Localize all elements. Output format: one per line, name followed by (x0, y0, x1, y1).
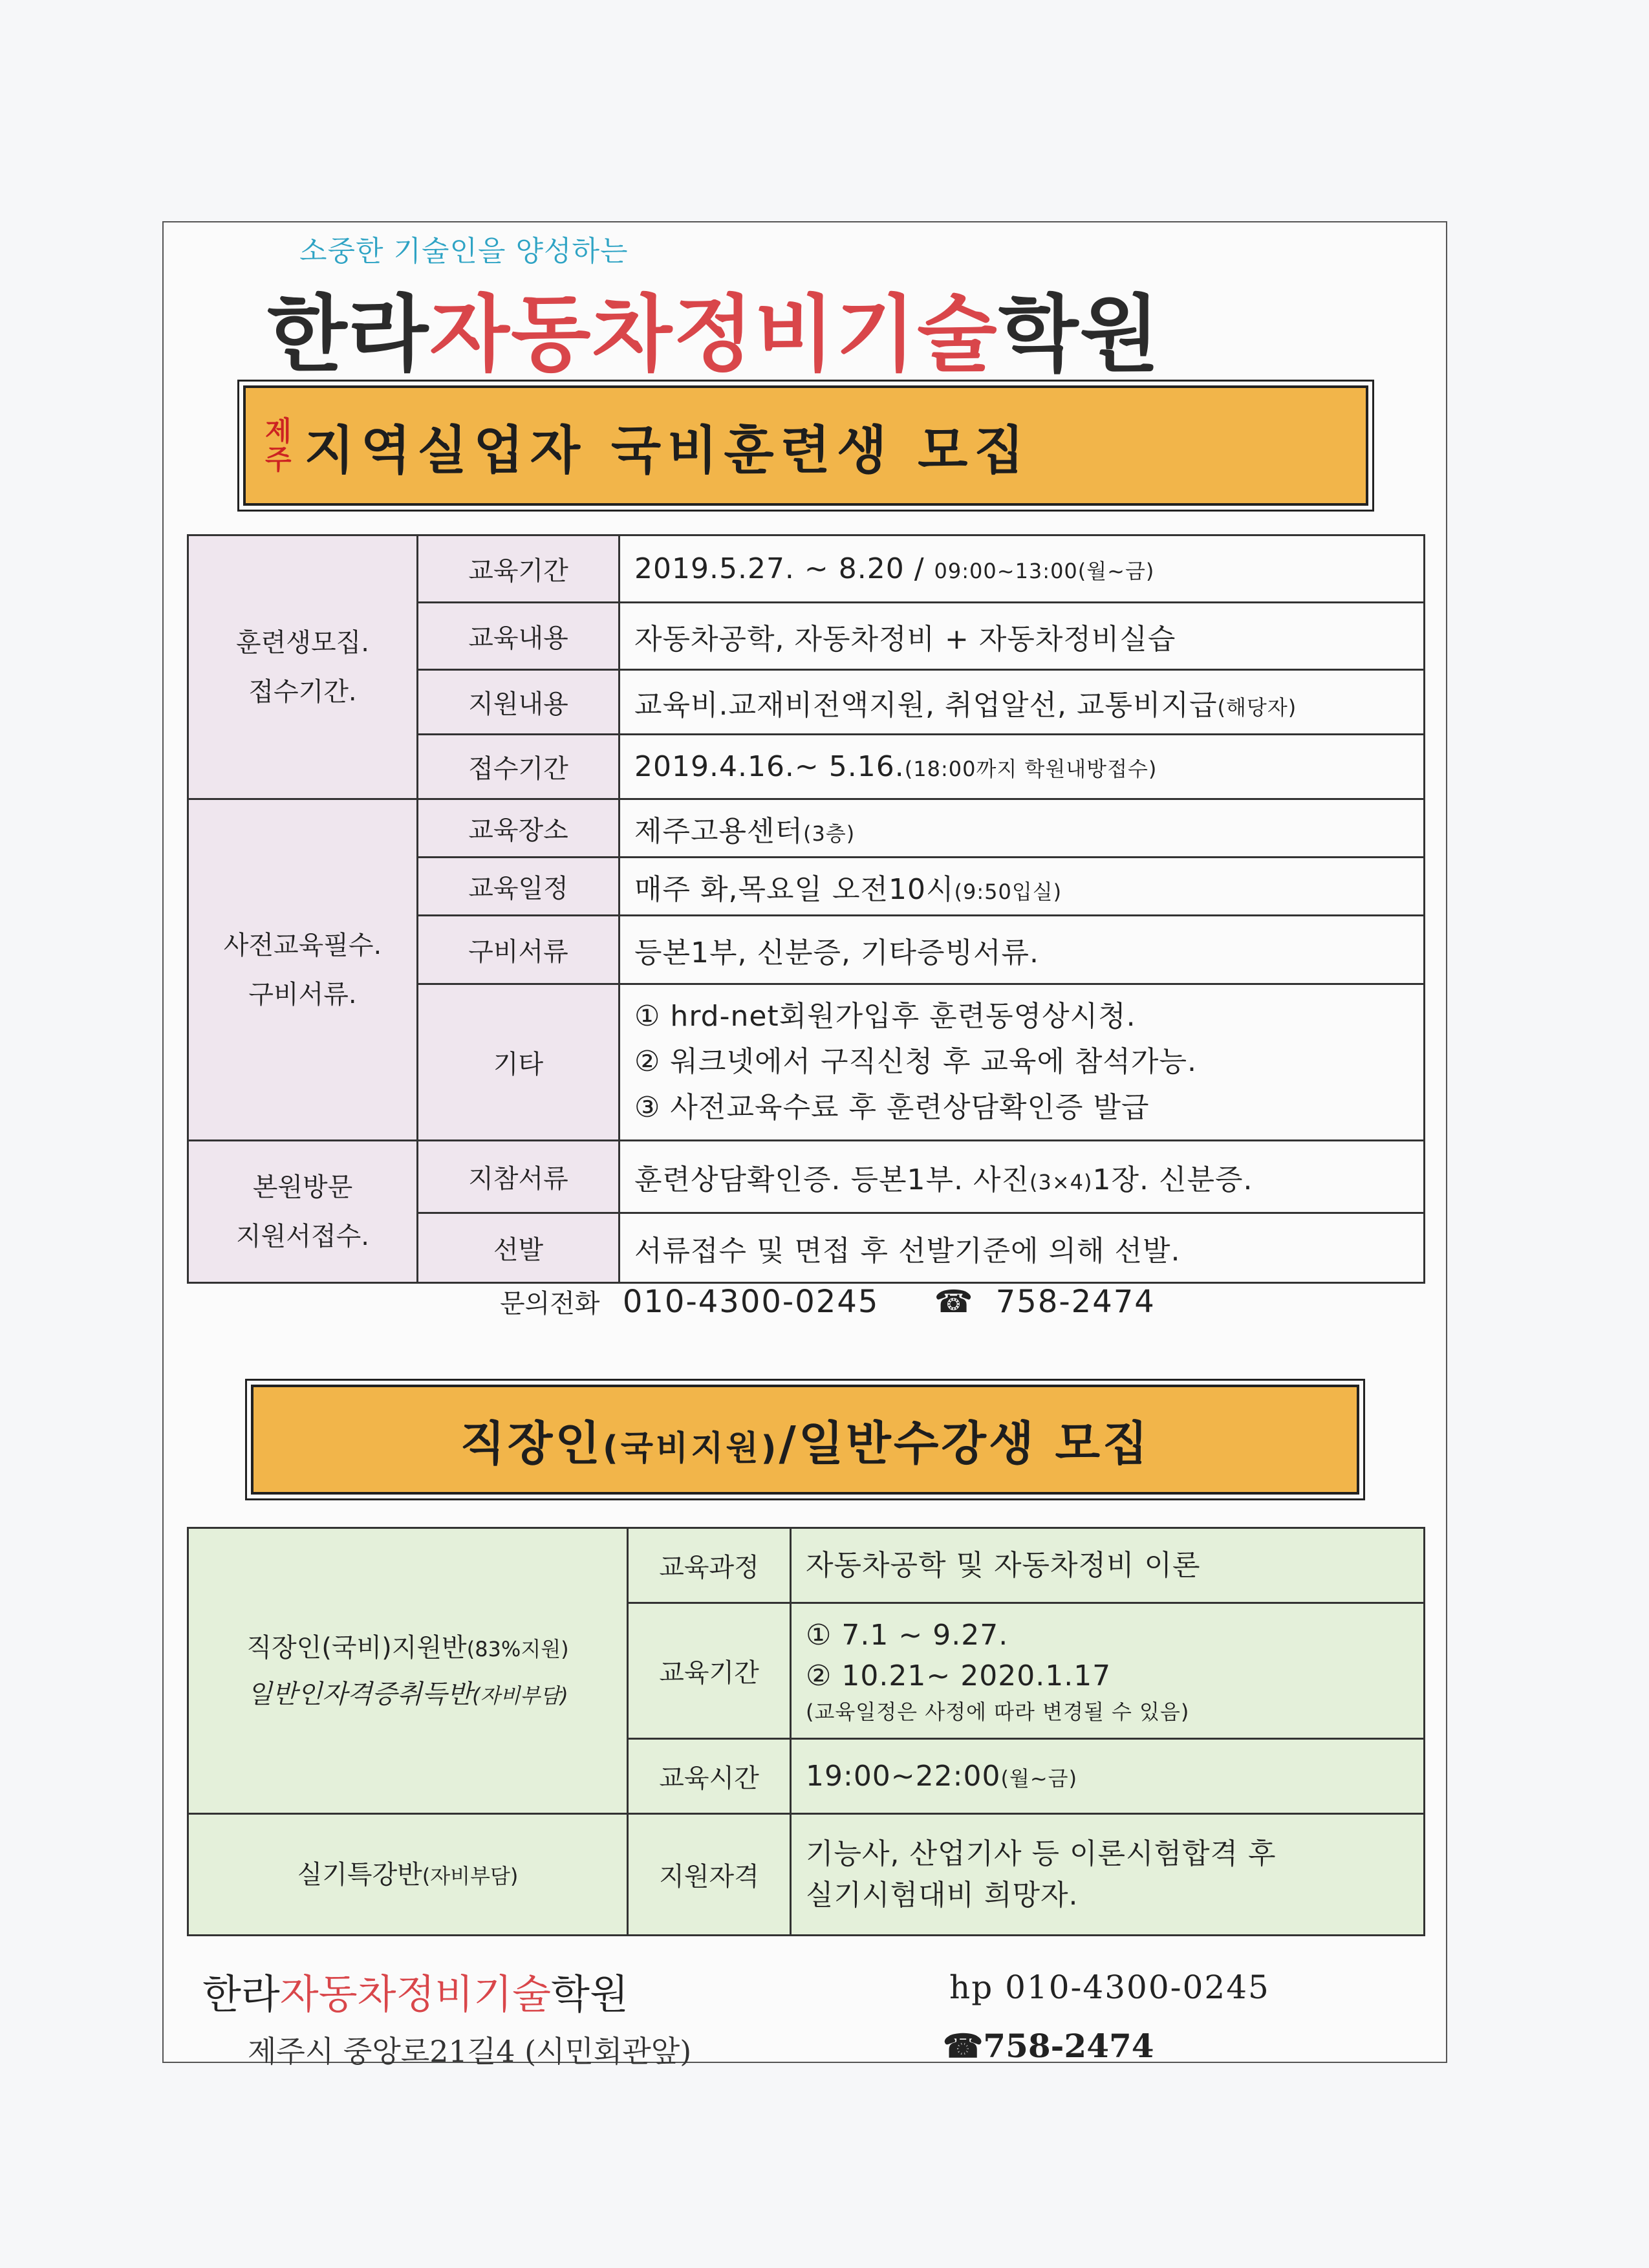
value-text: 제주고용센터 (634, 814, 804, 848)
row-label: 지원자격 (628, 1814, 791, 1936)
banner-region-label (265, 417, 292, 474)
footer-name3: 학원 (551, 1971, 629, 2018)
value-note: (월~금) (1000, 1766, 1078, 1791)
line-text: 실기특강반 (297, 1859, 422, 1890)
academy-title (267, 268, 1161, 387)
group2-line1: 사전교육필수. (223, 930, 382, 960)
group-practical-label (188, 1814, 628, 1936)
line-note: (자비부담) (472, 1683, 568, 1708)
row-value: 자동차공학 및 자동차정비 이론 (791, 1528, 1425, 1603)
period-line: ② 10.21~ 2020.1.17 (806, 1659, 1112, 1693)
banner-unemployed-recruit (243, 385, 1368, 506)
footer-academy-name (202, 1962, 629, 2020)
group3-line1: 본원방문 (252, 1172, 353, 1202)
row-value: 서류접수 및 면접 후 선발기준에 의해 선발. (620, 1213, 1425, 1283)
group-pretraining-label (188, 799, 418, 1141)
row-label: 교육기간 (628, 1603, 791, 1739)
title-part2: 자동차정비기술 (429, 286, 998, 383)
group2-line2: 구비서류. (248, 979, 357, 1010)
value-note: (9:50입실) (954, 879, 1062, 904)
value-note: (18:00까지 학원내방접수) (904, 757, 1158, 781)
footer-hp: hp 010-4300-0245 (949, 1969, 1270, 2006)
banner1-text: 지역실업자 국비훈련생 모집 (304, 420, 1031, 481)
footer-address: 제주시 중앙로21길4 (시민회관앞) (248, 2034, 692, 2069)
etc-line: ① hrd-net회원가입후 훈련동영상시청. (634, 999, 1136, 1033)
banner2-part-c: /일반수강생 모집 (779, 1416, 1150, 1471)
value-text: 19:00~22:00 (806, 1759, 1001, 1793)
worker-info-table (187, 1527, 1425, 1936)
period-line: ① 7.1 ~ 9.27. (806, 1618, 1009, 1652)
banner2-part-a: 직장인 (460, 1416, 603, 1471)
row-label: 기타 (418, 984, 620, 1141)
row-label: 교육일정 (418, 858, 620, 916)
row-label: 선발 (418, 1213, 620, 1283)
value-note: (3층) (803, 821, 856, 846)
row-value (620, 535, 1425, 603)
contact-phone: 010-4300-0245 (622, 1284, 879, 1320)
row-value-multiline (620, 984, 1425, 1141)
contact-label: 문의전화 (500, 1289, 600, 1319)
group1-line2: 접수기간. (248, 676, 357, 707)
row-label: 교육시간 (628, 1739, 791, 1814)
row-label: 지참서류 (418, 1141, 620, 1213)
banner2-text (460, 1406, 1150, 1473)
group-worker-line2 (189, 1671, 626, 1718)
row-label: 접수기간 (418, 735, 620, 799)
row-value (620, 1141, 1425, 1213)
value-note: (해당자) (1217, 695, 1297, 720)
row-value: 자동차공학, 자동차정비 + 자동차정비실습 (620, 603, 1425, 670)
group3-line2: 지원서접수. (236, 1221, 369, 1251)
footer-name1: 한라 (202, 1971, 280, 2018)
region-bottom: 주 (265, 444, 292, 475)
row-value (620, 735, 1425, 799)
tagline: 소중한 기술인을 양성하는 (299, 235, 629, 268)
group-worker-line1 (189, 1625, 626, 1671)
line-text: 일반인자격증취득반 (247, 1679, 473, 1709)
value-note: (3×4) (1029, 1169, 1093, 1194)
title-part1: 한라 (267, 286, 430, 383)
row-value: 등본1부, 신분증, 기타증빙서류. (620, 916, 1425, 984)
row-label: 지원내용 (418, 670, 620, 735)
period-note: (교육일정은 사정에 따라 변경될 수 있음) (806, 1700, 1190, 1725)
unemployed-info-table (187, 534, 1425, 1284)
line-text: 직장인(국비)지원반 (246, 1632, 467, 1663)
value-text: 2019.5.27. ~ 8.20 / (634, 552, 934, 585)
value-text: 교육비.교재비전액지원, 취업알선, 교통비지급 (634, 688, 1218, 722)
row-value-multiline (791, 1603, 1425, 1739)
telephone-icon: ☎ (934, 1284, 973, 1320)
qual-line: 기능사, 산업기사 등 이론시험합격 후 (806, 1837, 1277, 1870)
group-worker-label (188, 1528, 628, 1814)
footer-tel-number: 758-2474 (983, 2027, 1154, 2065)
group1-line1: 훈련생모집. (236, 627, 369, 658)
value-note: 09:00~13:00(월~금) (934, 559, 1155, 583)
etc-line: ② 워크넷에서 구직신청 후 교육에 참석가능. (634, 1045, 1197, 1079)
etc-line: ③ 사전교육수료 후 훈련상담확인증 발급 (634, 1090, 1150, 1124)
telephone-icon: ☎ (943, 2027, 984, 2065)
row-label: 교육과정 (628, 1528, 791, 1603)
footer-tel (943, 2027, 1154, 2065)
flyer-frame (162, 221, 1447, 2069)
qual-line: 실기시험대비 희망자. (806, 1878, 1079, 1912)
row-value (620, 799, 1425, 858)
line-note: (자비부담) (422, 1863, 519, 1888)
group-visit-label (188, 1141, 418, 1283)
line-note: (83%지원) (466, 1636, 569, 1661)
row-value (620, 858, 1425, 916)
value-text: 2019.4.16.~ 5.16. (634, 750, 905, 783)
banner2-part-b: (국비지원) (602, 1429, 779, 1468)
row-value (791, 1739, 1425, 1814)
row-label: 교육내용 (418, 603, 620, 670)
value-text: 1장. 신분증. (1092, 1163, 1253, 1196)
value-text: 매주 화,목요일 오전10시 (634, 872, 954, 906)
row-label: 구비서류 (418, 916, 620, 984)
contact-tel: 758-2474 (995, 1284, 1156, 1320)
row-value (620, 670, 1425, 735)
region-top: 제 (265, 415, 292, 447)
contact-line (500, 1283, 1156, 1320)
row-label: 교육기간 (418, 535, 620, 603)
row-value-multiline (791, 1814, 1425, 1936)
banner-worker-recruit (251, 1385, 1359, 1495)
value-text: 훈련상담확인증. 등본1부. 사진 (634, 1163, 1029, 1196)
title-part3: 학원 (998, 286, 1161, 383)
row-label: 교육장소 (418, 799, 620, 858)
group-recruit-label (188, 535, 418, 799)
footer-name2: 자동차정비기술 (279, 1971, 552, 2018)
